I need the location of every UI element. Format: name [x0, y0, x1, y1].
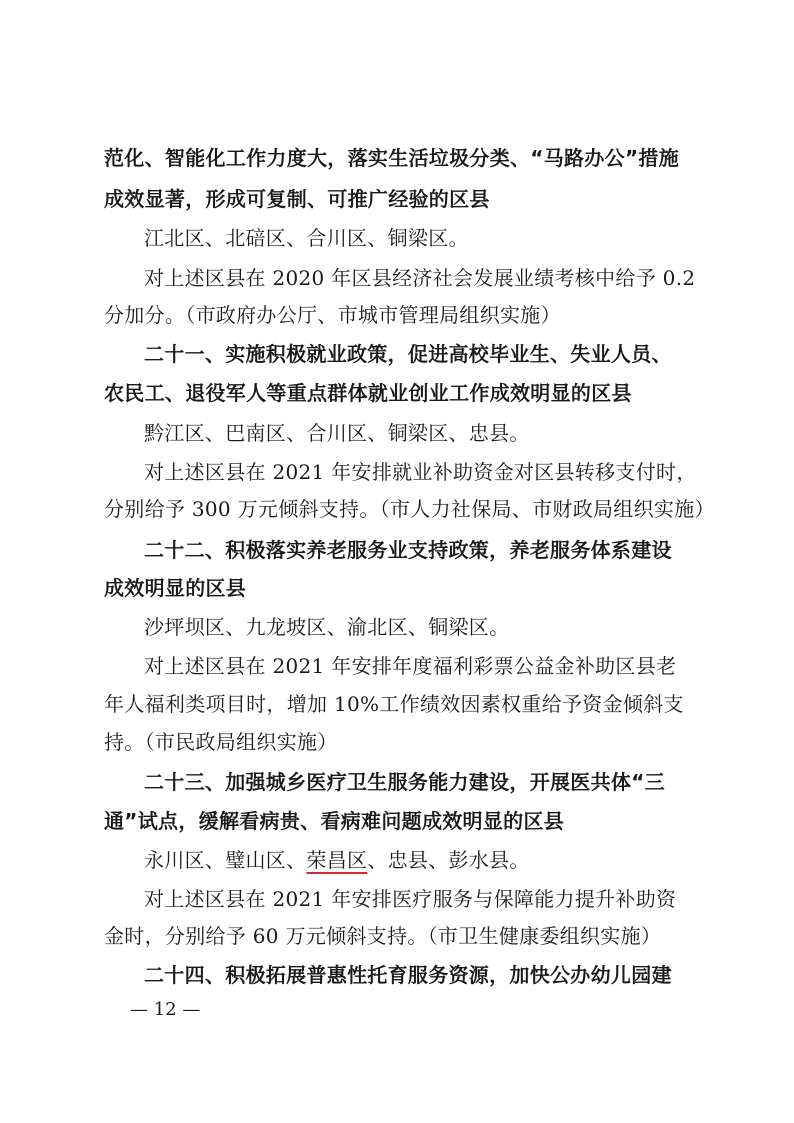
heading-line: 成效显著，形成可复制、可推广经验的区县	[104, 187, 490, 211]
heading-line: 二十二、积极落实养老服务业支持政策，养老服务体系建设	[144, 538, 672, 562]
district-list-part: 、忠县、彭水县。	[367, 848, 530, 872]
underlined-district: 荣昌区	[306, 848, 368, 872]
heading-line: 二十四、积极拓展普惠性托育服务资源，加快公办幼儿园建	[144, 963, 672, 987]
page-number: — 12 —	[130, 999, 201, 1020]
heading-line: 通”试点，缓解看病贵、看病难问题成效明显的区县	[104, 809, 565, 833]
heading-line: 二十三、加强城乡医疗卫生服务能力建设，开展医共体“三	[144, 770, 665, 794]
body-text-line: 年人福利类项目时，增加 10%工作绩效因素权重给予资金倾斜支	[104, 692, 684, 716]
body-text-line: 分加分。（市政府办公厅、市城市管理局组织实施）	[104, 303, 561, 327]
body-text-line: 分别给予 300 万元倾斜支持。（市人力社保局、市财政局组织实施）	[104, 497, 715, 521]
district-list-part: 永川区、璧山区、	[144, 848, 307, 872]
body-text-line: 对上述区县在 2020 年区县经济社会发展业绩考核中给予 0.2	[144, 266, 696, 290]
district-list	[144, 846, 704, 874]
heading-line: 范化、智能化工作力度大，落实生活垃圾分类、“马路办公”措施	[104, 146, 679, 170]
heading-line: 农民工、退役军人等重点群体就业创业工作成效明显的区县	[104, 381, 632, 405]
heading-line: 二十一、实施积极就业政策，促进高校毕业生、失业人员、	[144, 342, 672, 366]
body-text-line: 对上述区县在 2021 年安排就业补助资金对区县转移支付时，	[144, 460, 697, 484]
body-text-line: 对上述区县在 2021 年安排医疗服务与保障能力提升补助资	[144, 887, 677, 911]
body-text-line: 金时，分别给予 60 万元倾斜支持。（市卫生健康委组织实施）	[104, 924, 662, 948]
district-list: 江北区、北碚区、合川区、铜梁区。	[144, 226, 469, 250]
heading-line: 成效明显的区县	[104, 576, 247, 600]
body-text-line: 持。（市民政局组织实施）	[104, 730, 338, 754]
body-text-line: 对上述区县在 2021 年安排年度福利彩票公益金补助区县老	[144, 654, 677, 678]
district-list: 沙坪坝区、九龙坡区、渝北区、铜梁区。	[144, 615, 510, 639]
district-list: 黔江区、巴南区、合川区、铜梁区、忠县。	[144, 421, 530, 445]
